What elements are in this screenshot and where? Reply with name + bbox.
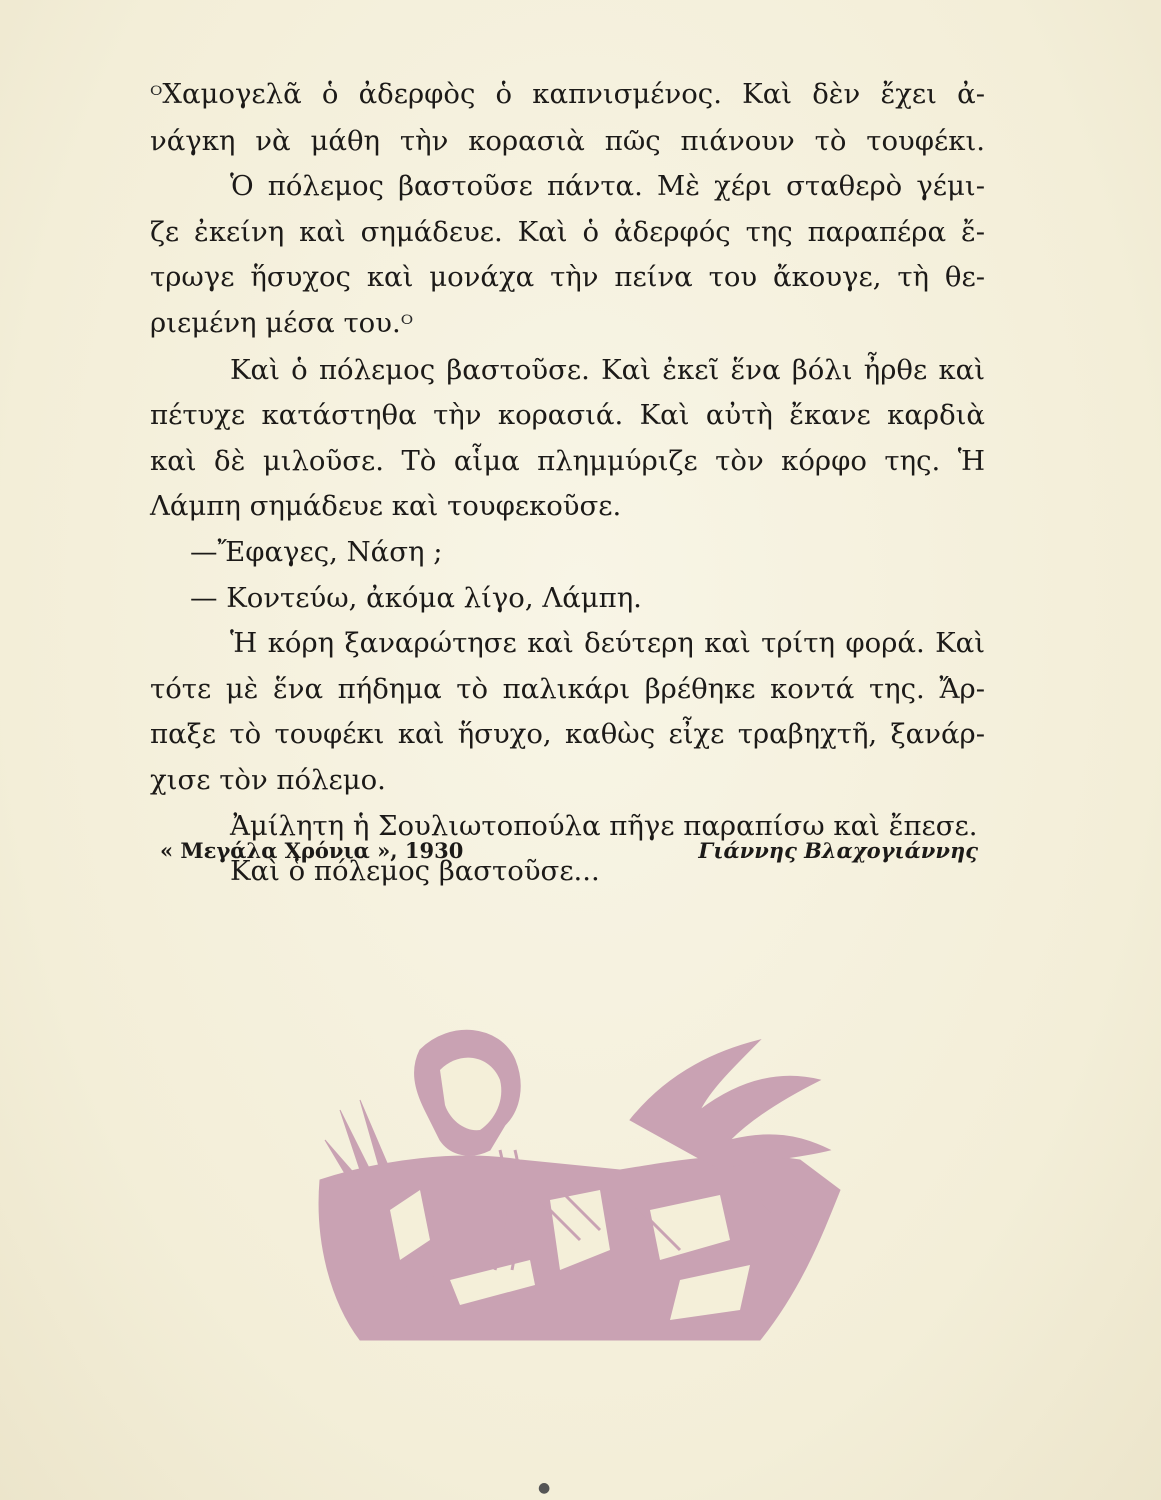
illustration-foliage bbox=[630, 1040, 830, 1170]
text-line: πέτυχε κατάστηθα τὴν κορασιά. Καὶ αὐτὴ ἔκανε καρδιὰ bbox=[150, 399, 985, 432]
text-line: ζε ἐκείνη καὶ σημάδευε. Καὶ ὁ ἀδερφός της παραπέρα ἔ- bbox=[150, 215, 985, 248]
author-name: Γιάννης Βλαχογιάννης bbox=[698, 838, 978, 863]
text-line: Ἡ κόρη ξαναρώτησε καὶ δεύτερη καὶ τρίτη φορά. Καὶ bbox=[230, 627, 985, 660]
woodcut-illustration bbox=[300, 1010, 950, 1350]
margin-mark-icon: ᴼ bbox=[400, 309, 414, 338]
text-line: Καὶ ὁ πόλεμος βαστοῦσε... bbox=[230, 855, 600, 888]
dialogue-line: —Ἔφαγες, Νάση ; bbox=[190, 535, 443, 568]
text-line: τότε μὲ ἕνα πήδημα τὸ παλικάρι βρέθηκε κοντά της. Ἄρ- bbox=[150, 672, 985, 705]
text-line: Καὶ ὁ πόλεμος βαστοῦσε. Καὶ ἐκεῖ ἕνα βόλι ἦρθε καὶ bbox=[230, 353, 985, 386]
text-line: παξε τὸ τουφέκι καὶ ἥσυχο, καθὼς εἶχε τραβηχτῆ, ξανάρ- bbox=[150, 718, 985, 751]
story-text bbox=[150, 72, 985, 895]
page-mark: ● bbox=[538, 1480, 551, 1496]
source-citation: « Μεγάλα Χρόνια », 1930 bbox=[160, 838, 464, 863]
text-line: Ἀμίλητη ἡ Σουλιωτοπούλα πῆγε παραπίσω καὶ ἔπεσε. bbox=[230, 809, 978, 842]
dialogue-line: — Κοντεύω, ἀκόμα λίγο, Λάμπη. bbox=[190, 581, 642, 614]
text-line bbox=[150, 301, 985, 348]
margin-mark-icon: ᴼ bbox=[150, 81, 163, 109]
text-line: χισε τὸν πόλεμο. bbox=[150, 763, 386, 796]
text-line: νάγκη νὰ μάθη τὴν κορασιὰ πῶς πιάνουν τὸ τουφέκι. bbox=[150, 124, 985, 157]
text-line: τρωγε ἥσυχος καὶ μονάχα τὴν πείνα του ἄκουγε, τὴ θε- bbox=[150, 261, 985, 294]
text-line-content: ριεμένη μέσα του. bbox=[150, 306, 401, 339]
text-line: καὶ δὲ μιλοῦσε. Τὸ αἷμα πλημμύριζε τὸν κόρφο της. Ἡ bbox=[150, 444, 985, 477]
text-line: Λάμπη σημάδευε καὶ τουφεκοῦσε. bbox=[150, 490, 622, 523]
text-line-content: Χαμογελᾶ ὁ ἀδερφὸς ὁ καπνισμένος. Καὶ δὲν ἔχει ἀ- bbox=[162, 78, 985, 110]
citation-row bbox=[160, 838, 978, 863]
text-line: Ὁ πόλεμος βαστοῦσε πάντα. Μὲ χέρι σταθερὸ γέμι- bbox=[230, 170, 985, 203]
text-line bbox=[150, 72, 985, 119]
